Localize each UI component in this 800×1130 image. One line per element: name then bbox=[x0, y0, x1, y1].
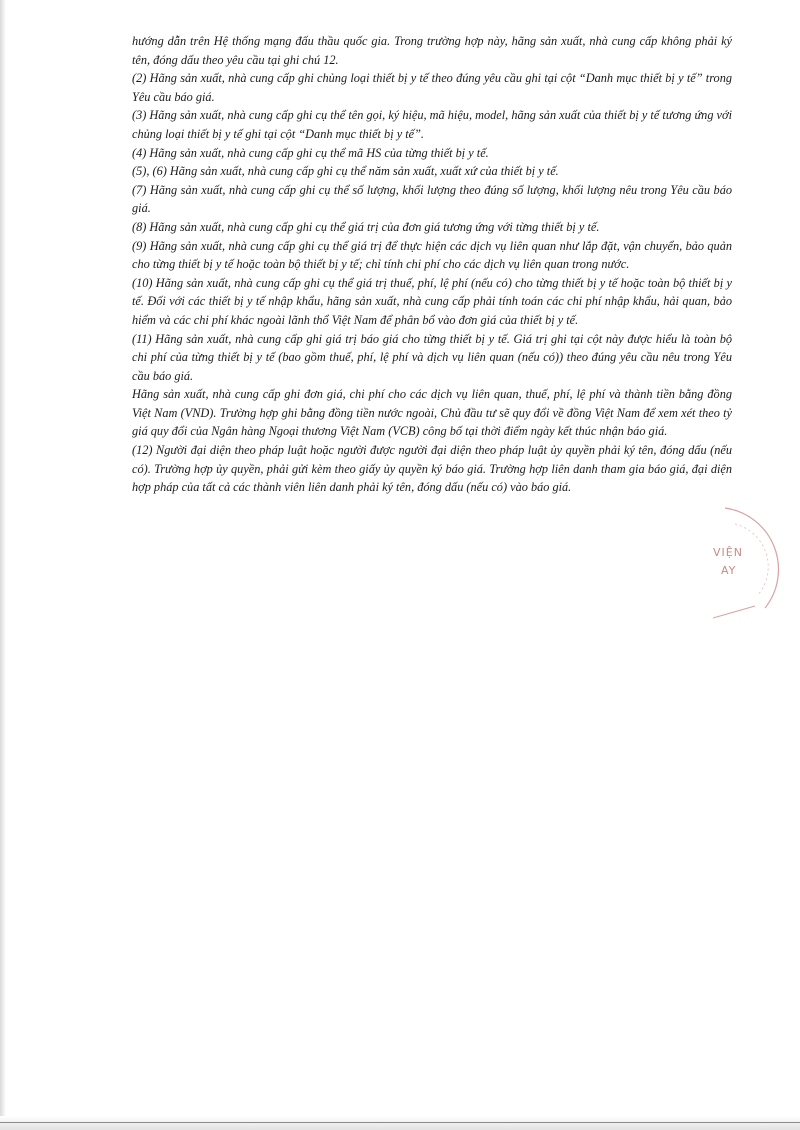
note-10: (10) Hãng sản xuất, nhà cung cấp ghi cụ thể giá trị thuế, phí, lệ phí (nếu có) cho từng thiết bị y tế hoặc toàn bộ thiết bị y tế. Đối với các thiết bị y tế nhập khẩu, hãng sản xuất, nhà cung cấp phải tính toán các chi phí nhập khẩu, hải quan, bảo hiểm và các chi phí khác ngoài lãnh thổ Việt Nam để phân bổ vào đơn giá của thiết bị y tế. bbox=[132, 275, 732, 327]
note-12: (12) Người đại diện theo pháp luật hoặc người được người đại diện theo pháp luật ủy quyền phải ký tên, đóng dấu (nếu có). Trường hợp ủy quyền, phải gửi kèm theo giấy ủy quyền ký báo giá. Trường hợp liên danh tham gia báo giá, đại diện hợp pháp của tất cả các thành viên liên danh phải ký tên, đóng dấu (nếu có) vào báo giá. bbox=[132, 443, 732, 495]
note-9: (9) Hãng sản xuất, nhà cung cấp ghi cụ thể giá trị để thực hiện các dịch vụ liên quan như lắp đặt, vận chuyển, bảo quản cho từng thiết bị y tế hoặc toàn bộ thiết bị y tế; chỉ tính chi phí cho các dịch vụ liên quan trong nước. bbox=[132, 238, 732, 272]
note-5-6: (5), (6) Hãng sản xuất, nhà cung cấp ghi cụ thể năm sản xuất, xuất xứ của thiết bị y tế. bbox=[132, 164, 559, 179]
stamp-text-bottom: AY bbox=[721, 564, 737, 577]
scan-edge-left bbox=[0, 0, 6, 1130]
stamp-outline-icon bbox=[695, 500, 795, 620]
partial-red-stamp bbox=[695, 500, 795, 620]
note-11: (11) Hãng sản xuất, nhà cung cấp ghi giá trị báo giá cho từng thiết bị y tế. Giá trị ghi tại cột này được hiểu là toàn bộ chi phí của từng thiết bị y tế (bao gồm thuế, phí, lệ phí và dịch vụ liên quan (nếu có)) theo đúng yêu cầu nêu trong Yêu cầu báo giá. bbox=[132, 331, 732, 383]
note-3: (3) Hãng sản xuất, nhà cung cấp ghi cụ thể tên gọi, ký hiệu, mã hiệu, model, hãng sản xuất của thiết bị y tế tương ứng với chủng loại thiết bị y tế ghi tại cột “Danh mục thiết bị y tế”. bbox=[132, 108, 732, 141]
document-body bbox=[132, 32, 732, 497]
note-8: (8) Hãng sản xuất, nhà cung cấp ghi cụ thể giá trị của đơn giá tương ứng với từng thiết bị y tế. bbox=[132, 219, 600, 234]
scan-edge-bottom bbox=[0, 1116, 800, 1130]
note-7: (7) Hãng sản xuất, nhà cung cấp ghi cụ thể số lượng, khối lượng theo đúng số lượng, khối lượng nêu trong Yêu cầu báo giá. bbox=[132, 182, 732, 216]
paragraph-continuation: hướng dẫn trên Hệ thống mạng đấu thầu quốc gia. Trong trường hợp này, hãng sản xuất, nhà cung cấp không phải ký tên, đóng dấu theo yêu cầu tại ghi chú 12. bbox=[132, 34, 732, 67]
note-2: (2) Hãng sản xuất, nhà cung cấp ghi chủng loại thiết bị y tế theo đúng yêu cầu ghi tại cột “Danh mục thiết bị y tế” trong Yêu cầu báo giá. bbox=[132, 71, 732, 104]
note-4: (4) Hãng sản xuất, nhà cung cấp ghi cụ thể mã HS của từng thiết bị y tế. bbox=[132, 145, 489, 160]
stamp-text-top: VIỆN bbox=[713, 546, 743, 559]
note-currency: Hãng sản xuất, nhà cung cấp ghi đơn giá, chi phí cho các dịch vụ liên quan, thuế, phí, lệ phí và thành tiền bằng đồng Việt Nam (VND). Trường hợp ghi bằng đồng tiền nước ngoài, Chủ đầu tư sẽ quy đổi về đồng Việt Nam để xem xét theo tỷ giá quy đổi của Ngân hàng Ngoại thương Việt Nam (VCB) công bố tại thời điểm ngày kết thúc nhận báo giá. bbox=[132, 387, 732, 439]
